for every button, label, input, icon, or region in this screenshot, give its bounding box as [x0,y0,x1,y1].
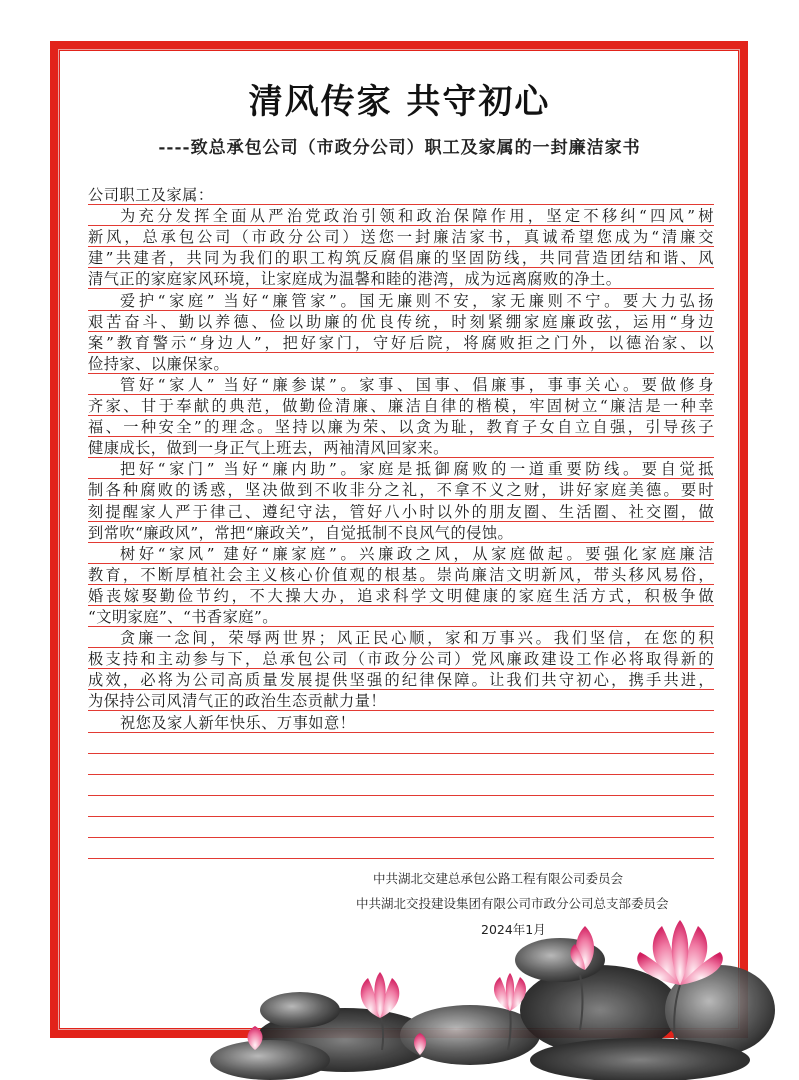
ruled-line [88,457,714,458]
body-line: 树好“家风” 建好“廉家庭”。兴廉政之风，从家庭做起。要强化家庭廉洁 [120,544,714,563]
salutation: 公司职工及家属： [88,186,214,204]
body-line: 齐家、甘于奉献的典范，做勤俭清廉、廉洁自律的楷模，牢固树立“廉洁是一种幸 [88,397,714,415]
letter-title: 清风传家 共守初心 [248,82,551,122]
ruled-line [88,310,714,311]
letter-subtitle: ----致总承包公司（市政分公司）职工及家属的一封廉洁家书 [158,138,641,158]
body-line: 教育，不断厚植社会主义核心价值观的根基。崇尚廉洁文明新风，带头移风易俗， [88,565,714,584]
body-line: 管好“家人” 当好“廉参谋”。家事、国事、倡廉事，事事关心。要做修身 [120,375,714,394]
body-line: 为保持公司风清气正的政治生态贡献力量！ [88,692,387,711]
ruled-line [88,647,714,648]
body-line: 艰苦奋斗、勤以养德、俭以助廉的优良传统，时刻紧绷家庭廉政弦，运用“身边 [88,312,714,331]
ruled-line [88,858,714,859]
ruled-line [88,689,714,690]
ruled-line [88,795,714,796]
body-line: 福、一种安全”的理念。坚持以廉为荣、以贪为耻，教育子女自立自强，引导孩子 [88,418,714,437]
body-line: 爱护“家庭” 当好“廉管家”。国无廉则不安，家无廉则不宁。要大力弘扬 [120,291,714,310]
ruled-line [88,837,714,838]
ruled-line [88,816,714,817]
ruled-line [88,246,714,247]
signature-date: 2024年1月 [481,922,546,937]
ruled-line [88,626,714,627]
body-line: 到常吹“廉政风”，常把“廉政关”，自觉抵制不良风气的侵蚀。 [88,523,514,542]
ruled-line [88,668,714,669]
body-line: 俭持家、以廉保家。 [88,354,230,373]
ruled-line [88,373,714,374]
ruled-line [88,288,714,289]
body-line: 刻提醒家人严于律己、遵纪守法，管好八小时以外的朋友圈、生活圈、社交圈，做 [88,502,714,521]
ruled-line [88,394,714,395]
body-line: 为充分发挥全面从严治党政治引领和政治保障作用，坚定不移纠“四风”树 [120,207,714,226]
ruled-line [88,710,714,711]
ruled-line [88,605,714,606]
body-line: 建”共建者，共同为我们的职工构筑反腐倡廉的坚固防线，共同营造团结和谐、风 [88,249,714,268]
body-line: 极支持和主动参与下，总承包公司（市政分公司）党风廉政建设工作必将取得新的 [88,650,714,669]
body-line: 把好“家门” 当好“廉内助”。家庭是抵御腐败的一道重要防线。要自觉抵 [120,460,714,479]
signature-org-2: 中共湖北交投建设集团有限公司市政分公司总支部委员会 [356,896,669,911]
ruled-line [88,563,714,564]
ruled-line [88,753,714,754]
ruled-line [88,584,714,585]
ruled-line [88,436,714,437]
ruled-line [88,732,714,733]
body-line: 清气正的家庭家风环境，让家庭成为温馨和睦的港湾，成为远离腐败的净土。 [88,270,622,289]
body-line: 案”教育警示“身边人”，把好家门，守好后院，将腐败拒之门外，以德治家、以 [88,333,714,352]
body-line: 贪廉一念间，荣辱两世界；风正民心顺，家和万事兴。我们坚信，在您的积 [120,629,714,648]
body-line: 制各种腐败的诱惑，坚决做到不收非分之礼，不拿不义之财，讲好家庭美德。要时 [88,481,714,500]
ruled-line [88,267,714,268]
ruled-line [88,521,714,522]
signature-org-1: 中共湖北交建总承包公路工程有限公司委员会 [373,871,624,886]
body-line: 健康成长，做到一身正气上班去，两袖清风回家来。 [88,439,449,458]
body-line: “文明家庭”、“书香家庭”。 [88,608,278,626]
body-line: 成效，必将为公司高质量发展提供坚强的纪律保障。让我们共守初心，携手共进， [88,671,714,690]
ruled-line [88,352,714,353]
ruled-line [88,774,714,775]
ruled-line [88,204,714,205]
body-line: 祝您及家人新年快乐、万事如意！ [120,713,356,732]
ruled-line [88,499,714,500]
body-line: 婚丧嫁娶勤俭节约，不大操大办，追求科学文明健康的家庭生活方式，积极争做 [88,586,714,605]
ruled-line [88,542,714,543]
body-line: 新风，总承包公司（市政分公司）送您一封廉洁家书，真诚希望您成为“清廉交 [88,228,714,247]
ruled-line [88,225,714,226]
ruled-line [88,478,714,479]
ruled-line [88,331,714,332]
ruled-line [88,415,714,416]
